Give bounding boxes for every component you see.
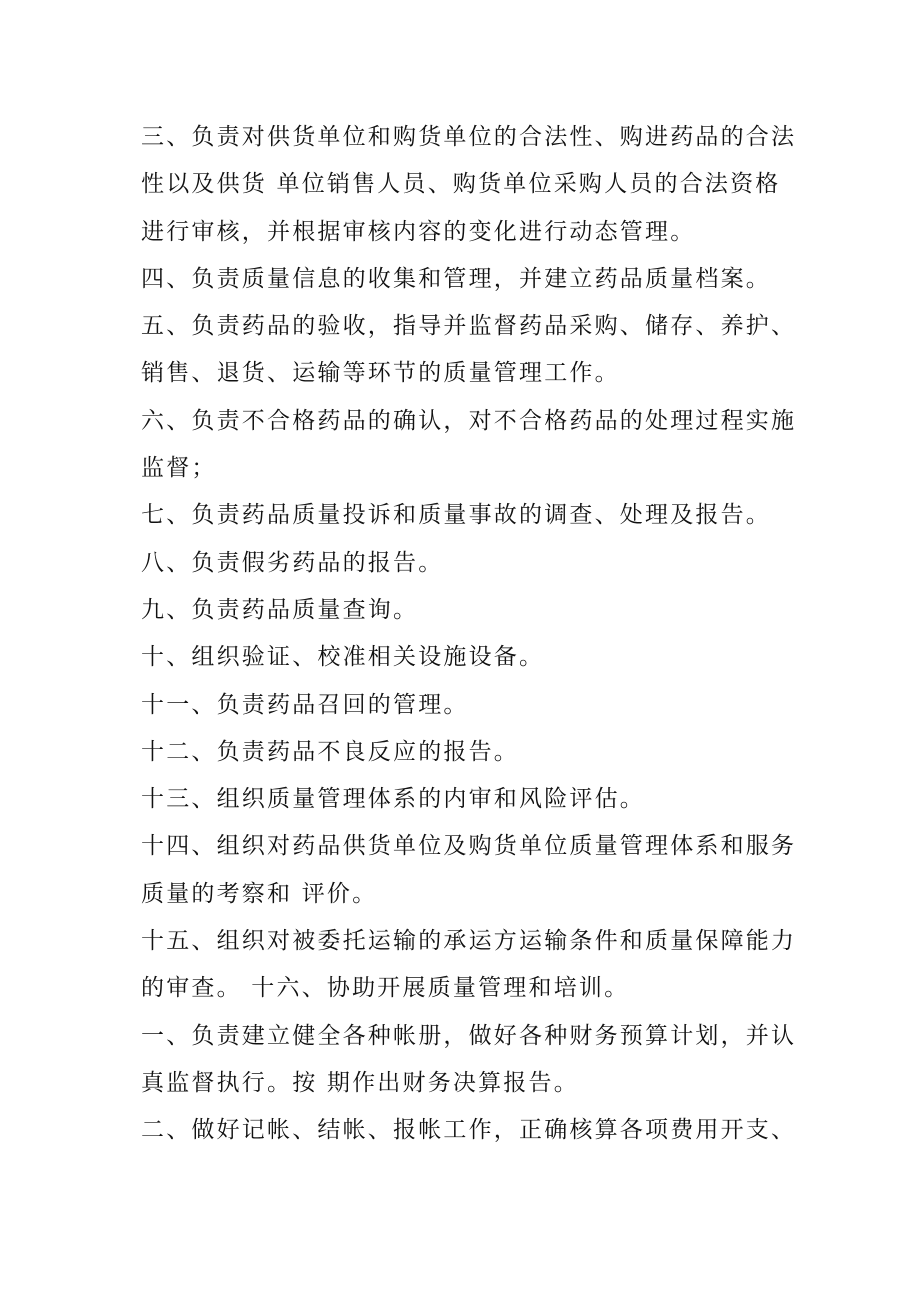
text-line: 四、负责质量信息的收集和管理，并建立药品质量档案。 (141, 265, 771, 292)
text-line: 三、负责对供货单位和购货单位的合法性、购进药品的合法 (141, 124, 797, 150)
text-line: 十一、负责药品召回的管理。 (141, 691, 469, 718)
text-line: 性以及供货 单位销售人员、购货单位采购人员的合法资格 (141, 171, 781, 198)
text-line: 监督； (141, 455, 217, 482)
text-line: 十三、组织质量管理体系的内审和风险评估。 (141, 786, 645, 813)
text-line: 的审查。 十六、协助开展质量管理和培训。 (141, 975, 630, 1002)
text-line: 十二、负责药品不良反应的报告。 (141, 738, 519, 765)
text-line: 十四、组织对药品供货单位及购货单位质量管理体系和服务 (141, 833, 797, 860)
text-line: 九、负责药品质量查询。 (141, 596, 419, 623)
text-line: 进行审核，并根据审核内容的变化进行动态管理。 (141, 218, 696, 245)
text-line: 七、负责药品质量投诉和质量事故的调查、处理及报告。 (141, 502, 771, 529)
text-line: 八、负责假劣药品的报告。 (141, 549, 444, 576)
text-line: 真监督执行。按 期作出财务决算报告。 (141, 1069, 579, 1096)
text-line: 五、负责药品的验收，指导并监督药品采购、储存、养护、 (141, 313, 797, 340)
text-line: 十五、组织对被委托运输的承运方运输条件和质量保障能力 (141, 928, 797, 955)
text-line: 十、组织验证、校准相关设施设备。 (141, 644, 545, 671)
text-line: 质量的考察和 评价。 (141, 880, 378, 907)
text-line: 销售、退货、运输等环节的质量管理工作。 (141, 360, 620, 387)
text-line: 一、负责建立健全各种帐册，做好各种财务预算计划，并认 (141, 1022, 797, 1049)
text-line: 二、做好记帐、结帐、报帐工作，正确核算各项费用开支、 (141, 1117, 797, 1144)
document-body (141, 114, 811, 1155)
text-line: 六、负责不合格药品的确认，对不合格药品的处理过程实施 (141, 407, 797, 434)
